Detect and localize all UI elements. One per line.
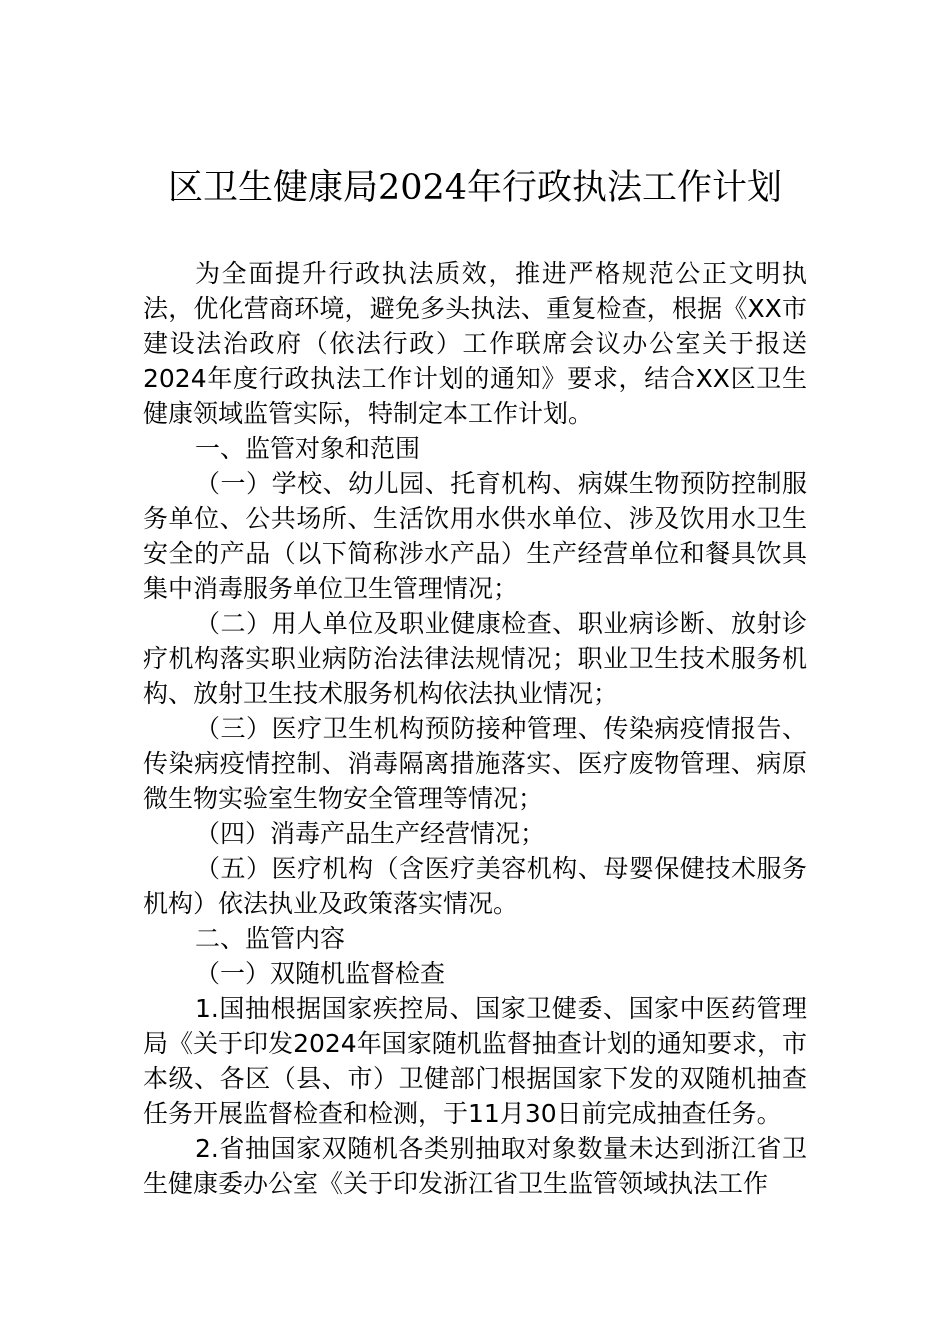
scope-item-3: （三）医疗卫生机构预防接种管理、传染病疫情报告、传染病疫情控制、消毒隔离措施落实、医疗废物管理、病原微生物实验室生物安全管理等情况；: [143, 714, 807, 813]
scope-item-5: （五）医疗机构（含医疗美容机构、母婴保健技术服务机构）依法执业及政策落实情况。: [143, 854, 807, 918]
scope-item-2: （二）用人单位及职业健康检查、职业病诊断、放射诊疗机构落实职业病防治法律法规情况；职业卫生技术服务机构、放射卫生技术服务机构依法执业情况；: [143, 609, 807, 708]
document-body: [143, 256, 807, 1201]
intro-paragraph: 为全面提升行政执法质效，推进严格规范公正文明执法，优化营商环境，避免多头执法、重复检查，根据《XX市建设法治政府（依法行政）工作联席会议办公室关于报送2024年度行政执法工作计划的通知》要求，结合XX区卫生健康领域监管实际，特制定本工作计划。: [143, 259, 807, 428]
content-item-2: 2.省抽国家双随机各类别抽取对象数量未达到浙江省卫生健康委办公室《关于印发浙江省卫生监管领域执法工作: [143, 1134, 807, 1198]
scope-item-1: （一）学校、幼儿园、托育机构、病媒生物预防控制服务单位、公共场所、生活饮用水供水单位、涉及饮用水卫生安全的产品（以下简称涉水产品）生产经营单位和餐具饮具集中消毒服务单位卫生管理情况；: [143, 469, 807, 603]
subsection-heading-1: （一）双随机监督检查: [195, 959, 446, 988]
scope-item-4: （四）消毒产品生产经营情况；: [195, 819, 546, 848]
section-heading-2: 二、监管内容: [195, 924, 346, 953]
section-heading-1: 一、监管对象和范围: [195, 434, 421, 463]
document-title: 区卫生健康局2024年行政执法工作计划: [167, 168, 783, 208]
content-item-1: 1.国抽根据国家疾控局、国家卫健委、国家中医药管理局《关于印发2024年国家随机监督抽查计划的通知要求，市本级、各区（县、市）卫健部门根据国家下发的双随机抽查任务开展监督检查和检测，于11月30日前完成抽查任务。: [143, 994, 807, 1128]
